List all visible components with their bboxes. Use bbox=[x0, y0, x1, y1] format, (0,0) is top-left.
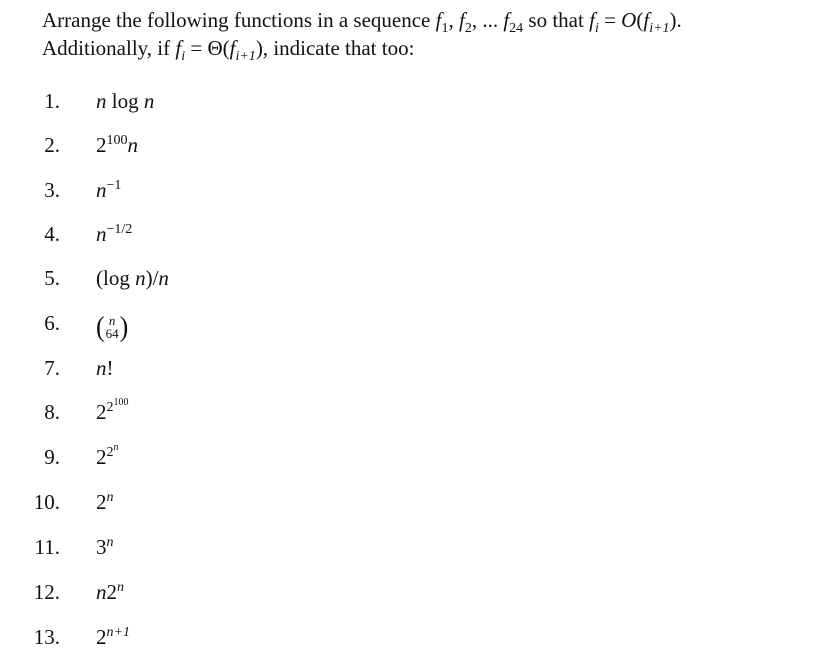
item-expression bbox=[96, 128, 138, 162]
item-expression bbox=[96, 261, 169, 295]
item-expression bbox=[96, 173, 121, 207]
item-expression bbox=[96, 575, 124, 609]
math-f1: f bbox=[435, 8, 442, 32]
item-expression bbox=[96, 306, 128, 342]
binomial bbox=[96, 308, 128, 342]
statement-text: indicate that too: bbox=[273, 36, 415, 60]
math-base: 2 bbox=[96, 625, 107, 649]
math-paren: ). bbox=[669, 8, 682, 32]
binomial-bottom: 64 bbox=[105, 326, 119, 342]
math-base: 2 bbox=[106, 580, 117, 604]
math-paren: ( bbox=[636, 8, 644, 32]
math-fi1: f bbox=[229, 36, 236, 60]
item-number: 10. bbox=[33, 490, 60, 514]
math-var: n bbox=[96, 580, 107, 604]
list-item bbox=[0, 485, 600, 519]
item-number: 4. bbox=[44, 222, 60, 246]
item-expression bbox=[96, 395, 129, 429]
math-subscript: 24 bbox=[509, 21, 524, 37]
math-exponent: n bbox=[106, 535, 114, 550]
math-exponent: n bbox=[106, 490, 114, 505]
list-item bbox=[0, 440, 600, 474]
math-exponent: −1 bbox=[106, 178, 122, 193]
math-base: 2 bbox=[96, 133, 107, 157]
math-exponent: 100 bbox=[113, 397, 129, 408]
math-subscript: 1 bbox=[441, 21, 449, 37]
math-log: (log bbox=[96, 266, 136, 290]
math-subscript: i bbox=[594, 21, 599, 37]
math-var: n bbox=[127, 133, 138, 157]
math-f24: f bbox=[503, 8, 510, 32]
math-log: log bbox=[106, 89, 144, 113]
math-paren: ), bbox=[255, 36, 274, 60]
math-exponent: 100 bbox=[106, 133, 128, 148]
math-subscript: i+1 bbox=[235, 49, 256, 65]
list-item bbox=[0, 217, 600, 251]
math-var: n bbox=[135, 266, 146, 290]
math-f2: f bbox=[458, 8, 465, 32]
list-item bbox=[0, 620, 600, 654]
math-base: n bbox=[96, 178, 107, 202]
math-factorial: ! bbox=[106, 356, 114, 380]
math-paren: ( bbox=[96, 310, 105, 343]
math-exponent: n bbox=[113, 442, 119, 453]
item-expression bbox=[96, 530, 114, 564]
list-item bbox=[0, 128, 600, 162]
math-separator: , ... bbox=[471, 8, 504, 32]
math-exponent: n+1 bbox=[106, 625, 130, 640]
item-number: 9. bbox=[44, 445, 60, 469]
math-paren: ) bbox=[119, 310, 129, 343]
math-exponent bbox=[106, 442, 119, 460]
item-expression bbox=[96, 84, 154, 118]
statement-line-2 bbox=[42, 34, 822, 65]
math-fi: f bbox=[589, 8, 595, 32]
item-number: 6. bbox=[44, 311, 60, 335]
list-item bbox=[0, 395, 600, 429]
statement-text: so that bbox=[523, 8, 590, 32]
math-subscript: i bbox=[181, 49, 186, 65]
math-base: 2 bbox=[96, 445, 107, 469]
math-base: 2 bbox=[106, 400, 114, 415]
list-item bbox=[0, 306, 600, 343]
item-number: 1. bbox=[44, 89, 60, 113]
item-number: 7. bbox=[44, 356, 60, 380]
item-number: 8. bbox=[44, 400, 60, 424]
item-number: 2. bbox=[44, 133, 60, 157]
math-var: n bbox=[96, 356, 107, 380]
math-paren: ( bbox=[222, 36, 230, 60]
math-base: 2 bbox=[96, 490, 107, 514]
math-fi1: f bbox=[643, 8, 650, 32]
math-var: n bbox=[143, 89, 155, 113]
statement-text: Additionally, if bbox=[42, 36, 176, 60]
binomial-stack bbox=[106, 314, 119, 340]
math-big-o: O bbox=[621, 8, 637, 32]
item-number: 12. bbox=[33, 580, 60, 604]
item-number: 3. bbox=[44, 178, 60, 202]
statement-text: Arrange the following functions in a sequence bbox=[42, 8, 436, 32]
list-item bbox=[0, 530, 600, 564]
statement-line-1 bbox=[42, 6, 822, 37]
item-expression bbox=[96, 217, 132, 251]
math-equals: = bbox=[598, 8, 622, 32]
item-expression bbox=[96, 351, 114, 385]
math-base: n bbox=[96, 222, 107, 246]
math-subscript: 2 bbox=[464, 21, 472, 37]
list-item bbox=[0, 261, 600, 295]
math-base: 2 bbox=[106, 445, 114, 460]
item-number: 5. bbox=[44, 266, 60, 290]
math-theta: Θ bbox=[207, 36, 223, 60]
problem-statement bbox=[42, 6, 822, 65]
math-exponent bbox=[106, 397, 129, 415]
math-equals: = bbox=[185, 36, 208, 60]
math-exponent: −1/2 bbox=[106, 222, 133, 237]
binomial-top: n bbox=[108, 313, 116, 329]
item-number: 13. bbox=[33, 625, 60, 649]
math-fi: f bbox=[175, 36, 182, 60]
math-separator: , bbox=[448, 8, 459, 32]
math-paren: )/ bbox=[145, 266, 159, 290]
item-number: 11. bbox=[34, 535, 60, 559]
item-expression bbox=[96, 485, 114, 519]
item-expression bbox=[96, 620, 130, 654]
math-base: 2 bbox=[96, 400, 107, 424]
math-exponent: n bbox=[117, 580, 124, 595]
item-expression bbox=[96, 440, 119, 474]
math-base: 3 bbox=[96, 535, 107, 559]
math-var: n bbox=[158, 266, 169, 290]
list-item bbox=[0, 575, 600, 609]
list-item bbox=[0, 84, 600, 118]
math-var: n bbox=[96, 89, 107, 113]
list-item bbox=[0, 351, 600, 385]
list-item bbox=[0, 173, 600, 207]
math-subscript: i+1 bbox=[649, 21, 670, 37]
